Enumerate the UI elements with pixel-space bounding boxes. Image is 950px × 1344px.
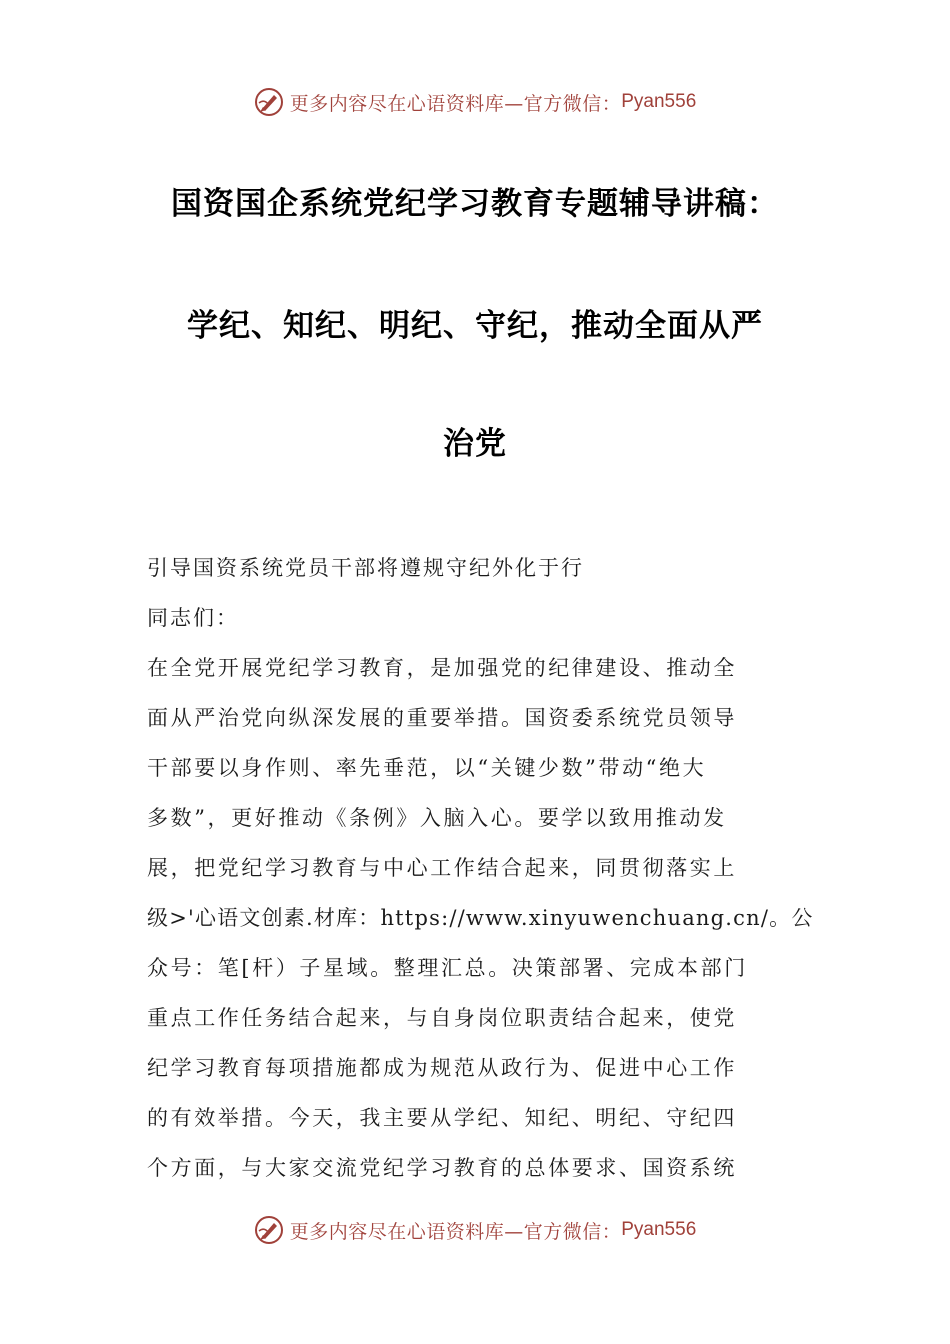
body-line: 个方面，与大家交流党纪学习教育的总体要求、国资系统 bbox=[147, 1156, 737, 1180]
greeting: 同志们： bbox=[147, 606, 239, 630]
body-line: 众号：笔[杆）子星域。整理汇总。决策部署、完成本部门 bbox=[147, 956, 748, 980]
body-paragraph bbox=[147, 651, 814, 1201]
body-line: 的有效举措。今天，我主要从学纪、知纪、明纪、守纪四 bbox=[147, 1106, 737, 1130]
watermark-text: 更多内容尽在心语资料库—官方微信： bbox=[289, 1220, 622, 1243]
header-watermark bbox=[0, 82, 950, 122]
body-line: 在全党开展党纪学习教育，是加强党的纪律建设、推动全 bbox=[147, 656, 737, 680]
document-title-line-2: 学纪、知纪、明纪、守纪，推动全面从严 bbox=[187, 308, 763, 344]
body-line: 面从严治党向纵深发展的重要举措。国资委系统党员领导 bbox=[147, 706, 737, 730]
document-title-line-3: 治党 bbox=[443, 426, 507, 462]
pen-logo-icon bbox=[254, 87, 284, 117]
document-title-line-1: 国资国企系统党纪学习教育专题辅导讲稿： bbox=[171, 186, 779, 222]
body-line: 多数”，更好推动《条例》入脑入心。要学以致用推动发 bbox=[147, 806, 727, 830]
watermark-text: 更多内容尽在心语资料库—官方微信： bbox=[289, 92, 622, 115]
footer-watermark bbox=[0, 1210, 950, 1250]
pen-logo-icon bbox=[254, 1215, 284, 1245]
body-line: 重点工作任务结合起来，与自身岗位职责结合起来，使党 bbox=[147, 1006, 737, 1030]
body-line: 展，把党纪学习教育与中心工作结合起来，同贯彻落实上 bbox=[147, 856, 737, 880]
body-line: 纪学习教育每项措施都成为规范从政行为、促进中心工作 bbox=[147, 1056, 737, 1080]
body-line: 干部要以身作则、率先垂范，以“关键少数”带动“绝大 bbox=[147, 756, 707, 780]
watermark-wechat-id: Pyan556 bbox=[621, 91, 697, 112]
watermark-wechat-id: Pyan556 bbox=[621, 1219, 697, 1240]
document-subtitle: 引导国资系统党员干部将遵规守纪外化于行 bbox=[147, 556, 584, 580]
body-line: 级>'心语文创素.材库：https://www.xinyuwenchuang.cn/。公 bbox=[147, 906, 814, 930]
